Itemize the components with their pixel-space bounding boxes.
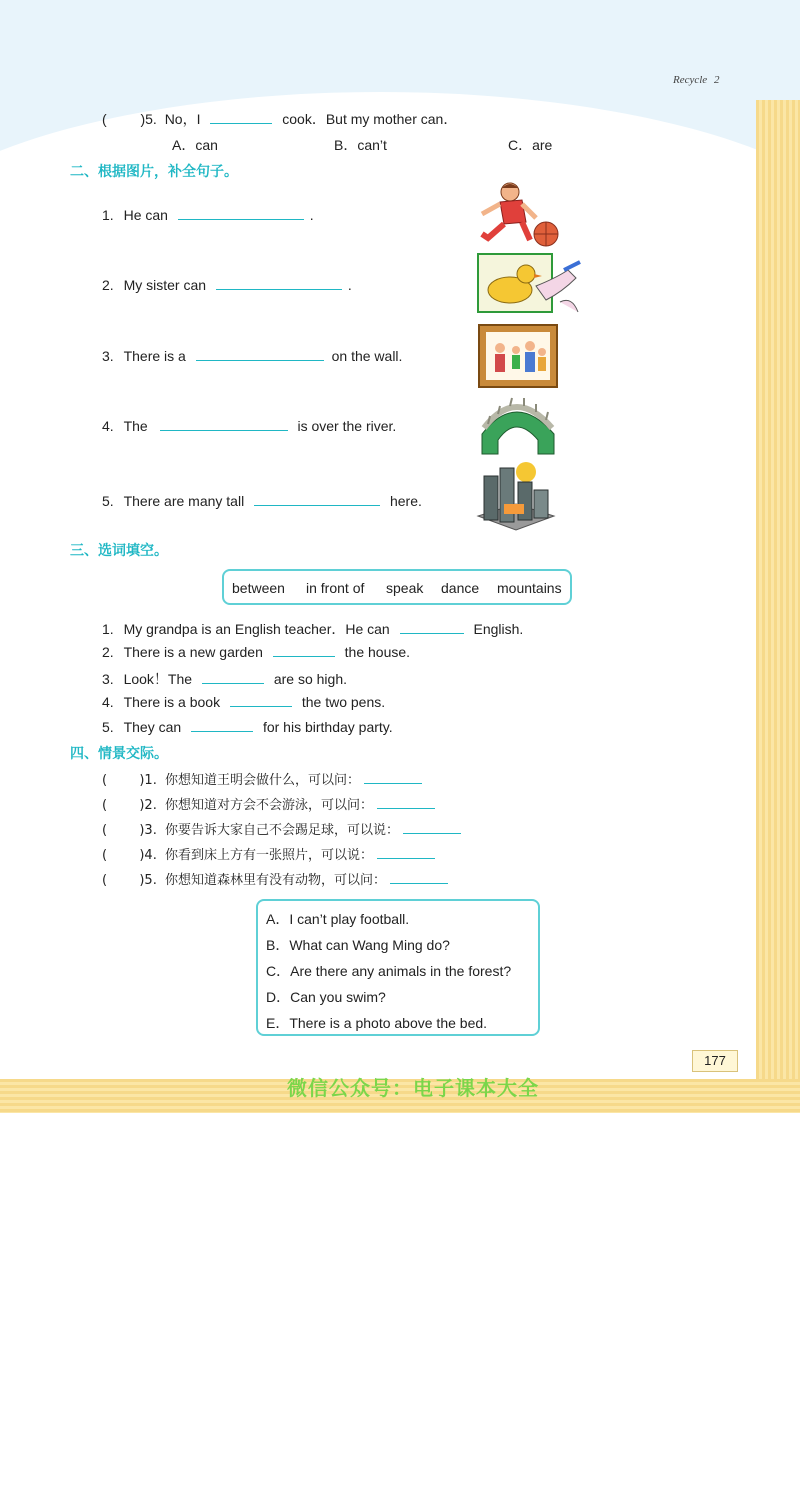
item-number: )4. [139, 848, 157, 863]
s4-item-2 [102, 794, 435, 813]
item-number: 1. [102, 621, 114, 637]
item-text: 你要告诉大家自己不会踢足球，可以说： [164, 823, 399, 838]
item-number: 4. [102, 694, 114, 710]
item-text-after: for his birthday party. [262, 719, 393, 735]
option-a: A．I can’t play football. [266, 911, 410, 927]
item-number: )2. [139, 798, 157, 813]
s3-item-5 [102, 719, 393, 735]
s4-item-3 [102, 819, 461, 838]
item-number: 5. [102, 719, 114, 735]
option-a: A．can [172, 137, 218, 153]
item-text-after: the two pens. [301, 694, 386, 710]
paren-open: ( [102, 773, 108, 788]
item-text-after: on the wall. [331, 348, 403, 364]
answer-blank[interactable] [160, 418, 288, 431]
answer-blank[interactable] [377, 796, 435, 809]
word-speak: speak [386, 580, 424, 596]
item-number: 2. [102, 644, 114, 660]
item-number: 3. [102, 671, 114, 687]
word-mountains: mountains [497, 580, 562, 596]
word-bank-box [222, 569, 572, 605]
s3-item-3 [102, 669, 347, 689]
answer-blank[interactable] [178, 207, 304, 220]
option-d: D．Can you swim? [266, 989, 386, 1005]
options-box [256, 899, 540, 1036]
s3-item-2 [102, 644, 410, 660]
answer-blank[interactable] [216, 277, 342, 290]
item-text-before: My sister can [123, 277, 207, 293]
s3-item-4 [102, 694, 385, 710]
answer-blank[interactable] [400, 621, 464, 634]
word-dance: dance [441, 580, 480, 596]
tall-buildings-image [474, 460, 558, 532]
item-number: )3. [139, 823, 157, 838]
item-text: 你看到床上方有一张照片，可以说： [164, 848, 373, 863]
answer-blank[interactable] [196, 348, 324, 361]
option-e: E．There is a photo above the bed. [266, 1015, 488, 1031]
word-between: between [232, 580, 285, 596]
item-number: )1. [139, 773, 157, 788]
item-number: 2. [102, 277, 114, 293]
item-text-before: There is a [123, 348, 186, 364]
page-number: 177 [692, 1050, 738, 1072]
s2-item-1 [102, 207, 314, 223]
s4-item-5 [102, 869, 448, 888]
answer-blank[interactable] [364, 771, 422, 784]
item-text: 你想知道森林里有没有动物，可以问： [164, 873, 386, 888]
answer-blank[interactable] [191, 719, 253, 732]
item-text-after: here. [389, 493, 422, 509]
item-text-after: the house. [344, 644, 411, 660]
answer-blank[interactable] [403, 821, 461, 834]
item-text-after: are so high. [273, 671, 348, 687]
item-text-before: He can [123, 207, 168, 223]
answer-blank[interactable] [210, 111, 272, 124]
paren-open: ( [102, 111, 107, 127]
item-text-after: . [309, 207, 314, 223]
answer-blank[interactable] [273, 644, 335, 657]
item-number: 1. [102, 207, 114, 223]
family-photo-frame-image [478, 324, 558, 388]
s2-item-5 [102, 493, 422, 509]
s2-item-2 [102, 277, 352, 293]
s2-item-3 [102, 348, 402, 364]
item-text-before: There is a book [123, 694, 221, 710]
s2-item-4 [102, 418, 396, 434]
item-text-after: English. [473, 621, 524, 637]
item-text-before: The [123, 418, 148, 434]
item-text: 你想知道王明会做什么，可以问： [164, 773, 360, 788]
item-number: 3. [102, 348, 114, 364]
s1-question-5 [102, 109, 457, 129]
section3-heading: 三、选词填空。 [70, 543, 168, 559]
section4-heading: 四、情景交际。 [70, 746, 168, 762]
item-text-before: Look！The [123, 671, 193, 687]
hand-drawing-duck-image [476, 252, 584, 318]
answer-blank[interactable] [202, 671, 264, 684]
s4-item-1 [102, 769, 422, 788]
option-c: C．are [508, 137, 553, 153]
section2-heading: 二、根据图片，补全句子。 [70, 164, 238, 180]
running-header [673, 74, 719, 86]
s3-item-1 [102, 619, 523, 639]
watermark-text: 微信公众号：电子课本大全 [287, 1076, 539, 1100]
paren-open: ( [102, 823, 108, 838]
item-text-after: . [347, 277, 352, 293]
option-b: B．can’t [334, 137, 387, 153]
s4-item-4 [102, 844, 435, 863]
option-b: B．What can Wang Ming do? [266, 937, 450, 953]
option-c: C．Are there any animals in the forest? [266, 963, 512, 979]
question-number: )5. [140, 111, 157, 127]
item-text-after: is over the river. [297, 418, 397, 434]
answer-blank[interactable] [230, 694, 292, 707]
word-in-front-of: in front of [306, 580, 365, 596]
item-number: 4. [102, 418, 114, 434]
answer-blank[interactable] [390, 871, 448, 884]
unit-number: 2 [713, 74, 720, 86]
question-text-after: cook．But my mother can． [282, 111, 458, 127]
bridge-image [476, 394, 560, 458]
item-number: )5. [139, 873, 157, 888]
boy-playing-basketball-image [474, 178, 566, 250]
item-text: 你想知道对方会不会游泳，可以问： [164, 798, 373, 813]
answer-blank[interactable] [377, 846, 435, 859]
paren-open: ( [102, 848, 108, 863]
answer-blank[interactable] [254, 493, 380, 506]
item-number: 5. [102, 493, 114, 509]
question-text-before: No，I [164, 111, 201, 127]
item-text-before: They can [123, 719, 182, 735]
running-title: Recycle [673, 74, 708, 86]
item-text-before: My grandpa is an English teacher．He can [123, 621, 390, 637]
paren-open: ( [102, 873, 108, 888]
paren-open: ( [102, 798, 108, 813]
item-text-before: There is a new garden [123, 644, 263, 660]
item-text-before: There are many tall [123, 493, 245, 509]
